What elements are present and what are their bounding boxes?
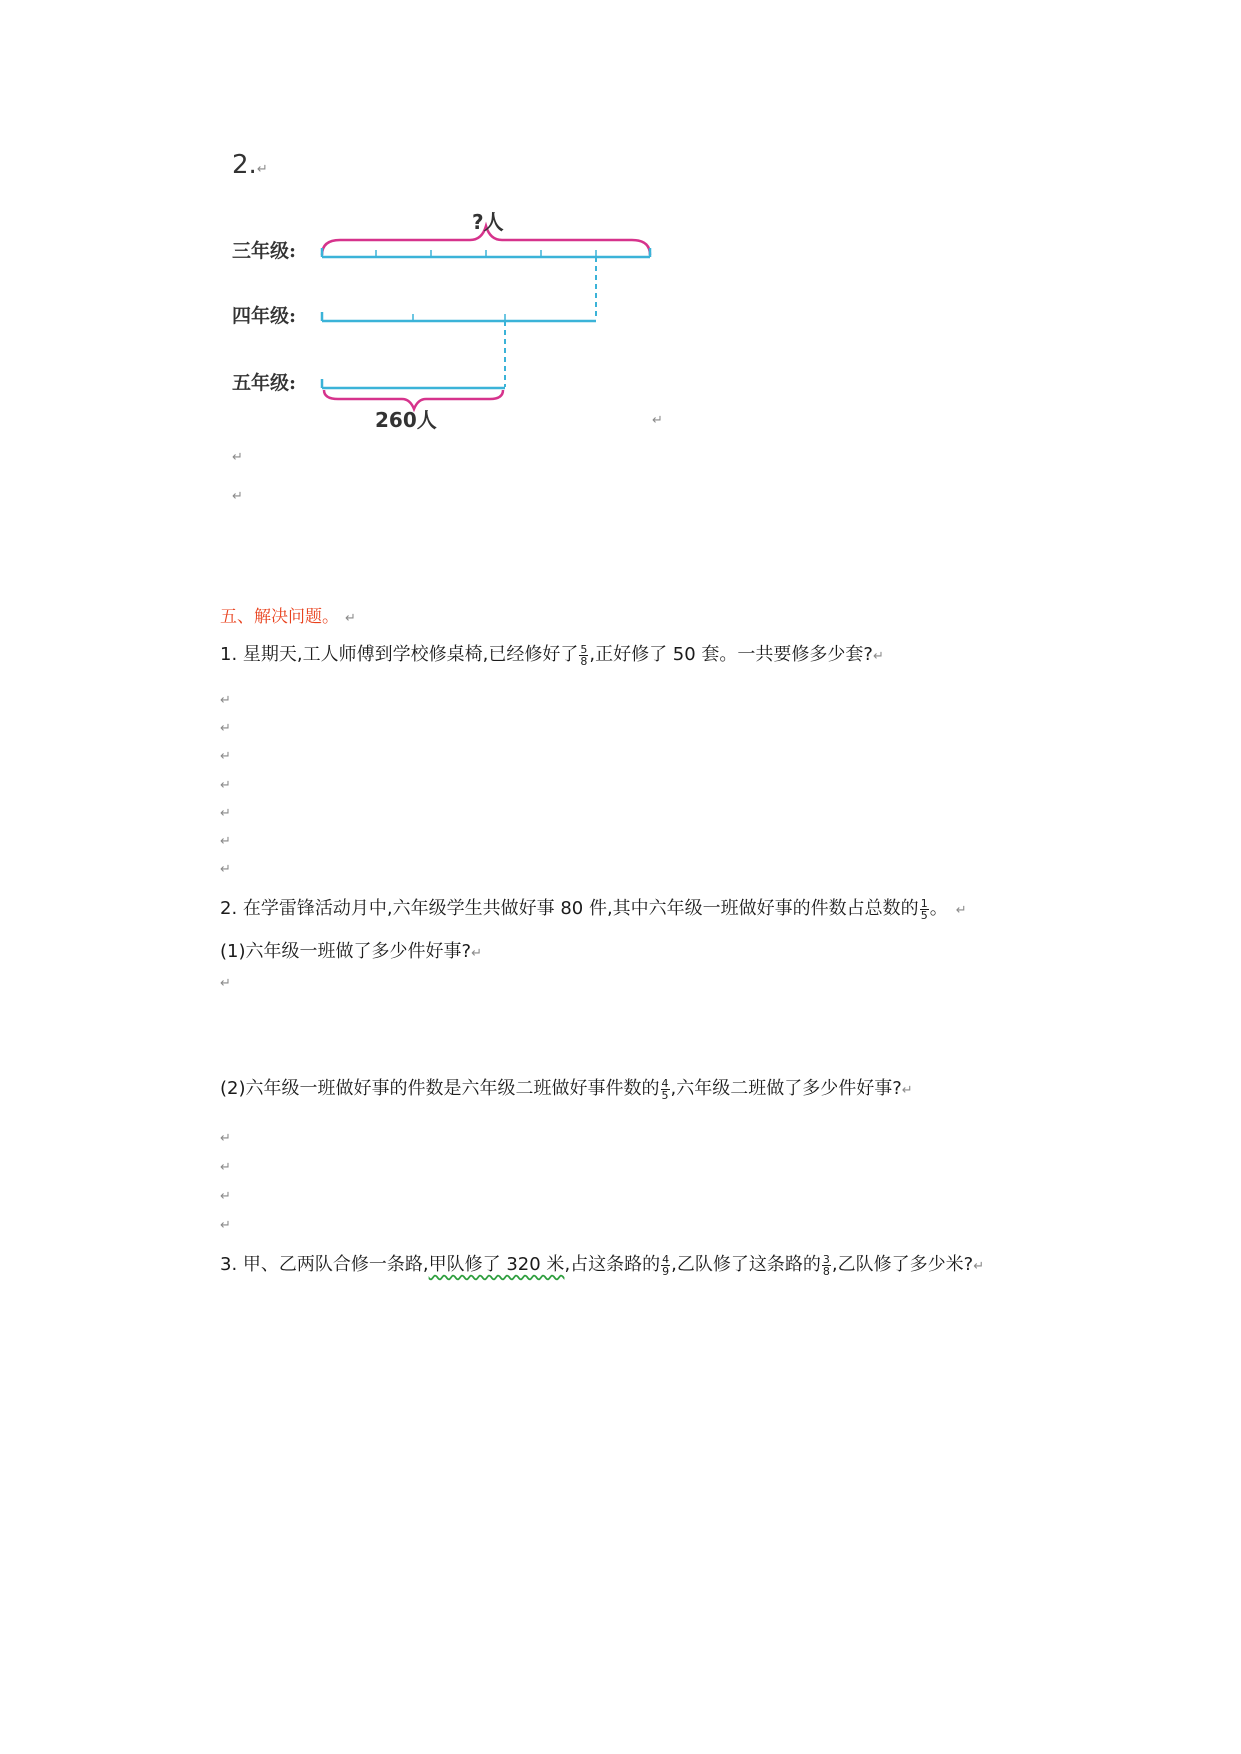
row-label-grade4: 四年级: xyxy=(232,305,297,327)
top-brace-label: ?人 xyxy=(472,210,504,234)
return-mark: ↵ xyxy=(220,778,231,793)
question-2-part-2: (2)六年级一班做好事的件数是六年级二班做好事件数的 $\frac{4}{5}$ ,六年级二班做了多少件好事?↵ xyxy=(220,1076,913,1102)
fraction-4-5: $\frac{4}{5}$ xyxy=(661,1076,669,1102)
fraction-5-8: $\frac{5}{8}$ xyxy=(580,642,588,668)
bottom-brace-label: 260人 xyxy=(375,408,437,432)
return-mark: ↵ xyxy=(652,413,663,428)
question-2: 2. 在学雷锋活动月中,六年级学生共做好事 80 件,其中六年级一班做好事的件数占总数的 $\frac{1}{5}$ 。 ↵ xyxy=(220,896,967,922)
fraction-1-5: $\frac{1}{5}$ xyxy=(920,896,928,922)
return-mark: ↵ xyxy=(220,806,231,821)
question-3: 3. 甲、乙两队合修一条路,甲队修了 320 米,占这条路的 $\frac{4}{9}$ ,乙队修了这条路的 $\frac{3}{8}$ ,乙队修了多少米?↵ xyxy=(220,1252,985,1278)
return-mark: ↵ xyxy=(220,1160,231,1175)
return-mark: ↵ xyxy=(220,693,231,708)
diagram-number: 2.↵ xyxy=(232,150,268,180)
bar-grade3 xyxy=(322,248,650,257)
fraction-4-9: $\frac{4}{9}$ xyxy=(662,1252,670,1278)
return-mark: ↵ xyxy=(220,749,231,764)
bar-grade4 xyxy=(322,312,596,321)
return-mark: ↵ xyxy=(232,489,243,504)
return-mark: ↵ xyxy=(220,1131,231,1146)
return-mark: ↵ xyxy=(232,450,243,465)
return-mark: ↵ xyxy=(220,976,231,991)
return-mark: ↵ xyxy=(220,1218,231,1233)
row-label-grade3: 三年级: xyxy=(232,240,297,262)
return-mark: ↵ xyxy=(220,834,231,849)
row-label-grade5: 五年级: xyxy=(232,372,297,394)
return-mark: ↵ xyxy=(220,721,231,736)
return-mark: ↵ xyxy=(220,862,231,877)
question-1: 1. 星期天,工人师傅到学校修桌椅,已经修好了 $\frac{5}{8}$ ,正好修了 50 套。一共要修多少套?↵ xyxy=(220,642,884,668)
fraction-3-8: $\frac{3}{8}$ xyxy=(822,1252,830,1278)
bar-grade5 xyxy=(322,379,505,388)
question-2-part-1: (1)六年级一班做了多少件好事?↵ xyxy=(220,941,482,962)
section-title: 五、解决问题。 ↵ xyxy=(220,607,356,627)
return-mark: ↵ xyxy=(220,1189,231,1204)
segment-diagram xyxy=(0,0,1241,480)
